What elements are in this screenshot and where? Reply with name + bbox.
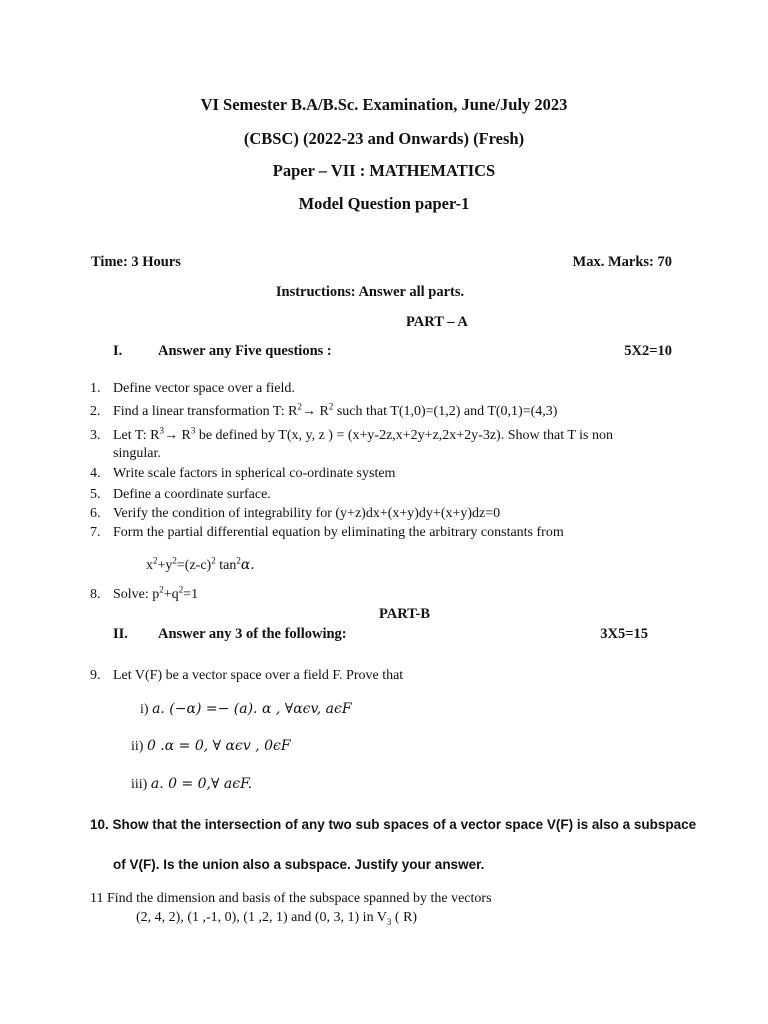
section-i-marks: 5X2=10 bbox=[624, 343, 672, 359]
question-9: Let V(F) be a vector space over a field F. Prove that bbox=[113, 668, 404, 683]
question-3: Let T: $R^3\to R^3$ be defined by T(x, y, z ) = (x+y-2z,x+2y+z,2x+2y-3z). Show that T is non bbox=[113, 425, 613, 443]
question-7-equation: $x^2+y^2=(z-c)^2$ $\tan^2\alpha$. bbox=[146, 555, 255, 573]
question-number: 8. bbox=[90, 587, 101, 602]
question-number: 5. bbox=[90, 487, 101, 502]
question-3-continued: singular. bbox=[113, 446, 161, 461]
question-6: Verify the condition of integrability for (y+z)dx+(x+y)dy+(x+y)dz=0 bbox=[113, 506, 501, 521]
section-ii-number: II. bbox=[113, 626, 128, 642]
exam-scheme: (CBSC) (2022-23 and Onwards) (Fresh) bbox=[243, 129, 525, 148]
question-11: 11 Find the dimension and basis of the subspace spanned by the vectors bbox=[90, 891, 492, 906]
time-label: Time: 3 Hours bbox=[91, 254, 181, 270]
section-ii-marks: 3X5=15 bbox=[600, 626, 648, 642]
question-10: 10. Show that the intersection of any two sub spaces of a vector space V(F) is also a subspace bbox=[90, 817, 697, 832]
question-8: Solve: $p^2+q^2=1$ bbox=[113, 584, 199, 602]
question-number: 7. bbox=[90, 525, 101, 540]
question-number: 3. bbox=[90, 428, 101, 443]
section-ii-instruction: Answer any 3 of the following: bbox=[158, 626, 347, 642]
paper-title: Paper – VII : MATHEMATICS bbox=[272, 161, 496, 180]
question-2: Find a linear transformation T: $R^2\to R^2$ such that T(1,0)=(1,2) and T(0,1)=(4,3) bbox=[113, 401, 558, 419]
question-10-continued: of V(F). Is the union also a subspace. Justify your answer. bbox=[113, 857, 485, 872]
instructions: Instructions: Answer all parts. bbox=[275, 284, 465, 300]
question-11-vectors: (2, 4, 2), (1 ,-1, 0), (1 ,2, 1) and (0, 3, 1) in $V_3$ ( R) bbox=[136, 910, 418, 927]
model-paper-title: Model Question paper-1 bbox=[298, 194, 470, 213]
section-i-number: I. bbox=[113, 343, 123, 359]
section-i-instruction: Answer any Five questions : bbox=[158, 343, 332, 359]
question-1: Define vector space over a field. bbox=[113, 381, 295, 396]
part-a-title: PART – A bbox=[406, 314, 468, 330]
question-number: 6. bbox=[90, 506, 101, 521]
question-9-part-iii: iii) a. 0 = 0,∀ aϵF. bbox=[131, 776, 253, 792]
question-number: 2. bbox=[90, 404, 101, 419]
question-5: Define a coordinate surface. bbox=[113, 487, 271, 502]
question-4: Write scale factors in spherical co-ordinate system bbox=[113, 466, 396, 481]
question-7: Form the partial differential equation by eliminating the arbitrary constants from bbox=[113, 525, 564, 540]
question-number: 1. bbox=[90, 381, 101, 396]
part-b-title: PART-B bbox=[379, 606, 431, 622]
question-number: 9. bbox=[90, 668, 101, 683]
exam-title: VI Semester B.A/B.Sc. Examination, June/July 2023 bbox=[200, 95, 568, 114]
question-9-part-ii: ii) 0 .α = 0, ∀ αϵv , 0ϵF bbox=[131, 738, 291, 754]
question-number: 4. bbox=[90, 466, 101, 481]
question-9-part-i: i) a. (−α) =− (a). α , ∀αϵv, aϵF bbox=[140, 701, 352, 717]
max-marks-label: Max. Marks: 70 bbox=[572, 254, 672, 270]
